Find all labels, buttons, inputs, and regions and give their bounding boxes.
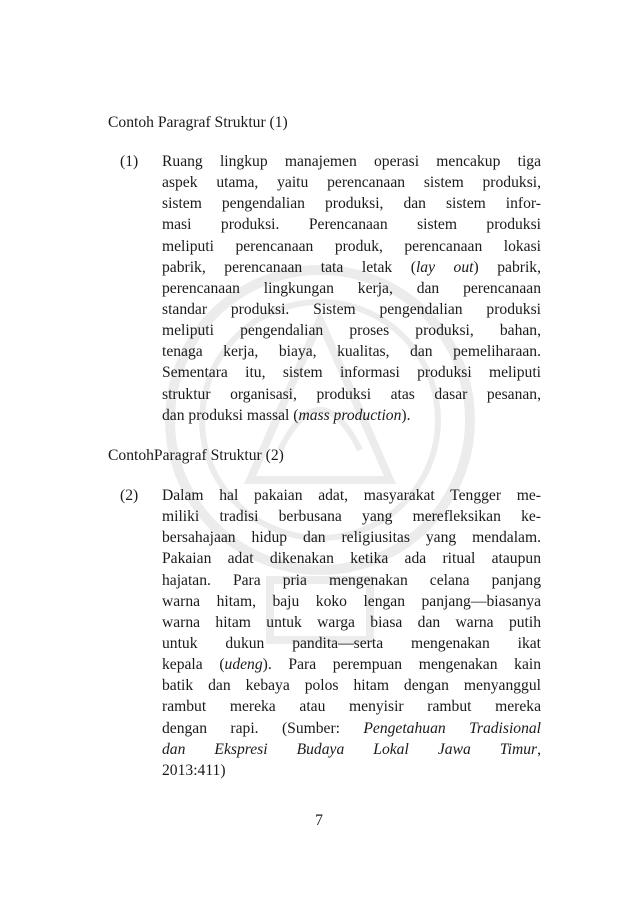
- paragraph-2-line: dengan rapi. (Sumber: Pengetahuan Tradisional: [162, 719, 541, 737]
- paragraph-2-number: (2): [120, 487, 139, 504]
- paragraph-1: [120, 151, 540, 426]
- paragraph-2-line: Pakaian adat dikenakan ketika ada ritual ataupun: [162, 550, 541, 568]
- paragraph-1-line: masi produksi. Perencanaan sistem produksi: [162, 216, 541, 234]
- paragraph-2: [120, 485, 540, 781]
- paragraph-1-line: dan produksi massal (mass production).: [162, 406, 411, 424]
- paragraph-1-line: sistem pengendalian produksi, dan sistem infor-: [162, 195, 541, 213]
- section-1-heading: Contoh Paragraf Struktur (1): [108, 114, 288, 131]
- paragraph-2-line: warna hitam untuk warga biasa dan warna putih: [162, 613, 541, 631]
- paragraph-2-line: untuk dukun pandita—serta mengenakan ikat: [162, 634, 541, 652]
- paragraph-2-line: kepala (udeng). Para perempuan mengenakan kain: [162, 656, 542, 674]
- paragraph-2-line: dan Ekspresi Budaya Lokal Jawa Timur,: [162, 740, 541, 758]
- paragraph-1-number: (1): [120, 153, 139, 170]
- paragraph-1-line: perencanaan lingkungan kerja, dan perencanaan: [162, 279, 541, 297]
- paragraph-1-line: standar produksi. Sistem pengendalian produksi: [162, 300, 541, 318]
- paragraph-1-line: Sementara itu, sistem informasi produksi meliputi: [162, 364, 541, 382]
- paragraph-1-text: [162, 151, 541, 426]
- paragraph-1-line: meliputi pengendalian proses produksi, bahan,: [162, 322, 541, 340]
- paragraph-2-line: bersahajaan hidup dan religiusitas yang mendalam.: [162, 529, 541, 547]
- paragraph-2-line: rambut mereka atau menyisir rambut mereka: [162, 698, 541, 716]
- paragraph-1-line: meliputi perencanaan produk, perencanaan lokasi: [162, 237, 541, 255]
- section-2-heading: ContohParagraf Struktur (2): [108, 447, 284, 464]
- paragraph-2-line: batik dan kebaya polos hitam dengan menyanggul: [162, 677, 541, 695]
- paragraph-2-line: warna hitam, baju koko lengan panjang—biasanya: [162, 592, 541, 610]
- paragraph-1-line: Ruang lingkup manajemen operasi mencakup tiga: [162, 153, 541, 170]
- paragraph-2-line: 2013:411): [162, 761, 226, 779]
- paragraph-2-line: hajatan. Para pria mengenakan celana panjang: [162, 571, 541, 589]
- paragraph-2-line: miliki tradisi berbusana yang merefleksikan ke-: [162, 508, 541, 526]
- paragraph-1-line: aspek utama, yaitu perencanaan sistem produksi,: [162, 174, 541, 192]
- page-number: 7: [315, 812, 323, 829]
- paragraph-1-line: tenaga kerja, biaya, kualitas, dan pemeliharaan.: [162, 343, 541, 361]
- paragraph-1-line: struktur organisasi, produksi atas dasar pesanan,: [162, 385, 541, 403]
- paragraph-2-line: Dalam hal pakaian adat, masyarakat Tengger me-: [162, 487, 541, 504]
- paragraph-2-text: [162, 485, 541, 781]
- paragraph-1-line: pabrik, perencanaan tata letak (lay out) pabrik,: [162, 258, 541, 276]
